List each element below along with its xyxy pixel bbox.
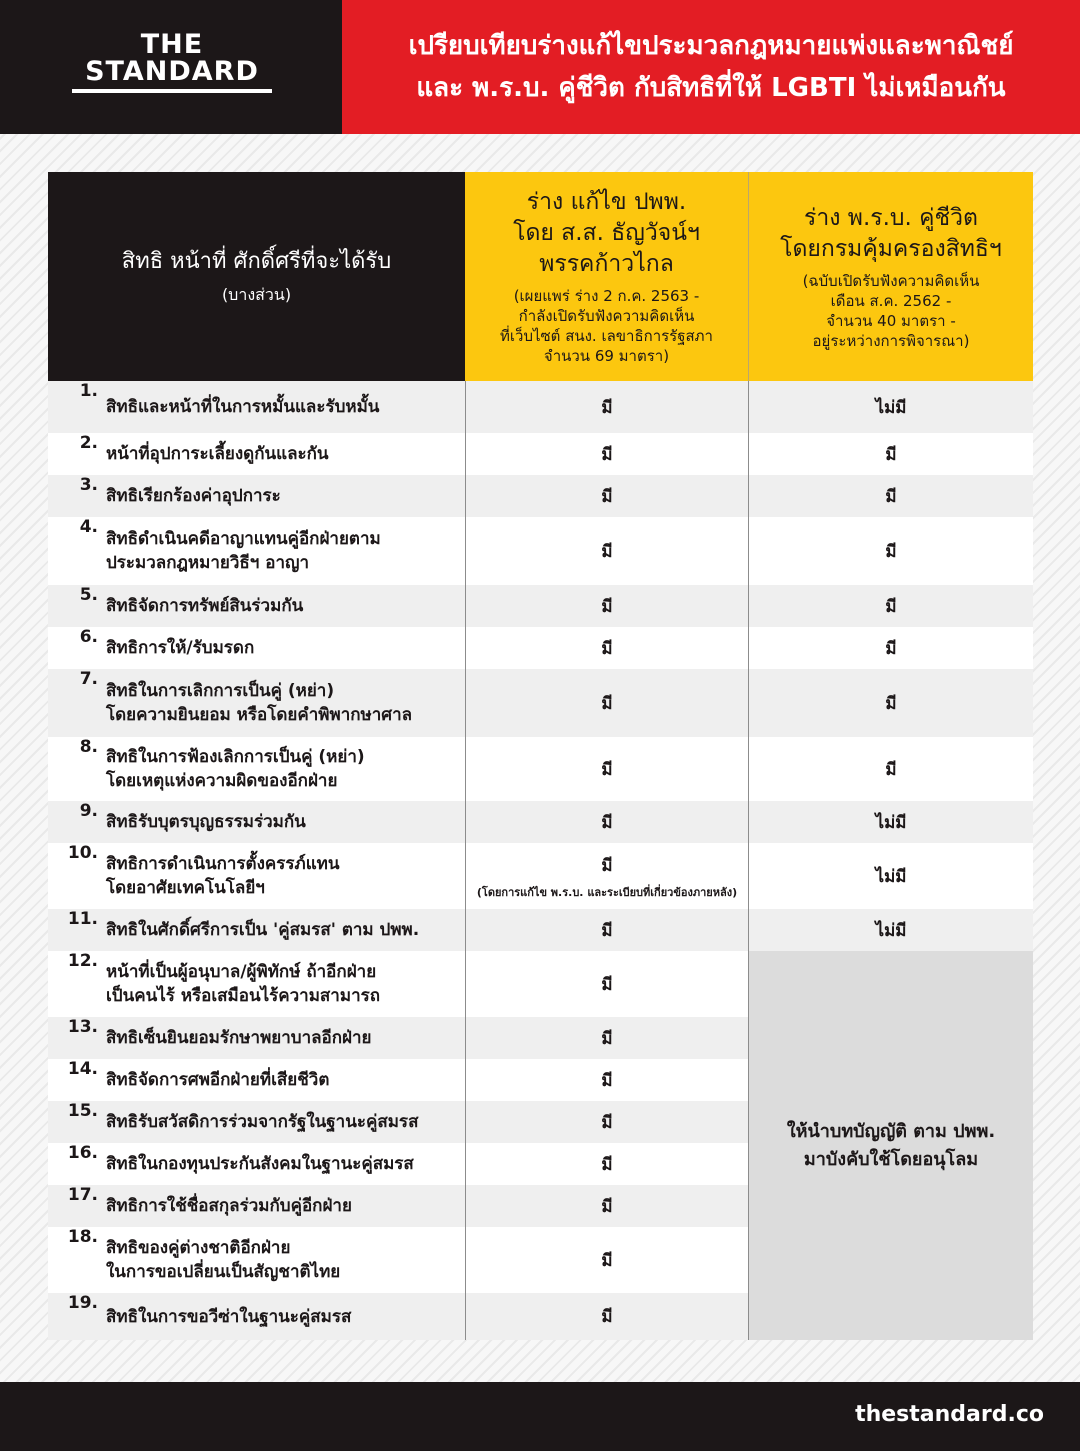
subtitle-line: จำนวน 69 มาตรา) [543, 347, 670, 365]
cell-value: มี [885, 759, 897, 780]
table-cell-civil-code [465, 737, 749, 801]
row-number: 4. [79, 517, 98, 537]
table-cell-civil-code [465, 627, 749, 669]
cell-value: ไม่มี [875, 397, 907, 418]
row-label-text [106, 1068, 329, 1092]
row-label-line: สิทธิการให้/รับมรดก [106, 638, 255, 658]
merged-note-cell [749, 951, 1033, 1340]
row-label-text [106, 918, 419, 942]
headline-line-1: เปรียบเทียบร่างแก้ไขประมวลกฎหมายแพ่งและพาณิชย์ [408, 31, 1014, 61]
row-number: 11. [67, 909, 98, 929]
row-number: 19. [67, 1293, 98, 1313]
row-label-line: สิทธิจัดการทรัพย์สินร่วมกัน [106, 596, 304, 616]
row-label-text [106, 1194, 352, 1218]
table-row-label [48, 475, 465, 517]
column-header-civil-code-draft [465, 172, 749, 381]
table-row-label [48, 1017, 465, 1059]
row-label-line: หน้าที่อุปการะเลี้ยงดูกันและกัน [106, 444, 329, 464]
logo-underline [72, 89, 272, 93]
table-cell-civil-code [465, 843, 749, 909]
row-label-text [106, 679, 412, 727]
cell-value: มี [601, 397, 613, 418]
table-cell-civil-partnership [749, 669, 1033, 737]
table-cell-civil-code [465, 517, 749, 585]
table-cell-civil-code [465, 951, 749, 1017]
row-number: 12. [67, 951, 98, 971]
row-label-line: โดยเหตุแห่งความผิดของอีกฝ่าย [106, 771, 338, 791]
table-cell-civil-partnership [749, 627, 1033, 669]
cell-value: มี [601, 759, 613, 780]
headline [342, 0, 1080, 134]
logo-line-2: STANDARD [85, 56, 259, 87]
column-header-subtitle [803, 271, 980, 351]
headline-line-2: และ พ.ร.บ. คู่ชีวิต กับสิทธิที่ให้ LGBTI ไม่เหมือนกัน [416, 73, 1006, 103]
row-number: 13. [67, 1017, 98, 1037]
row-label-line: สิทธิการใช้ชื่อสกุลร่วมกับคู่อีกฝ่าย [106, 1196, 352, 1216]
subtitle-line: (เผยแพร่ ร่าง 2 ก.ค. 2563 - [513, 287, 700, 305]
cell-value: มี [885, 541, 897, 562]
row-number: 3. [79, 475, 98, 495]
column-header-civil-partnership-draft [749, 172, 1033, 381]
logo-box [0, 0, 342, 134]
row-label-text [106, 1236, 340, 1284]
row-label-line: สิทธิในการเลิกการเป็นคู่ (หย่า) [106, 681, 335, 701]
subtitle-line: เดือน ส.ค. 2562 - [830, 291, 952, 310]
row-number: 6. [79, 627, 98, 647]
row-label-text [106, 594, 303, 618]
table-cell-civil-partnership [749, 475, 1033, 517]
subtitle-line: อยู่ระหว่างการพิจารณา) [812, 331, 970, 350]
row-number: 10. [67, 843, 98, 863]
cell-value: มี [601, 541, 613, 562]
title-line: โดยกรมคุ้มครองสิทธิฯ [780, 235, 1002, 262]
table-row-label [48, 951, 465, 1017]
cell-value: มี [601, 855, 613, 876]
row-number: 15. [67, 1101, 98, 1121]
title-line: โดย ส.ส. ธัญวัจน์ฯ [513, 220, 700, 246]
subtitle-line: (ฉบับเปิดรับฟังความคิดเห็น [802, 271, 980, 290]
column-header-subtitle [500, 286, 713, 366]
table-row-label [48, 433, 465, 475]
subtitle-line: ที่เว็บไซต์ สนง. เลขาธิการรัฐสภา [500, 327, 713, 345]
comparison-table [48, 172, 1033, 1340]
row-label-line: สิทธิรับสวัสดิการร่วมจากรัฐในฐานะคู่สมรส [106, 1112, 419, 1132]
row-label-text [106, 1110, 418, 1134]
row-number: 7. [79, 669, 98, 689]
cell-value: มี [885, 638, 897, 659]
table-row-label [48, 737, 465, 801]
cell-value: ไม่มี [875, 812, 907, 833]
table-row-label [48, 1059, 465, 1101]
row-label-line: สิทธิของคู่ต่างชาติอีกฝ่าย [106, 1238, 291, 1258]
row-number: 16. [67, 1143, 98, 1163]
cell-value: มี [601, 1112, 613, 1133]
cell-value: มี [601, 1250, 613, 1271]
table-cell-civil-code [465, 1185, 749, 1227]
table-row-label [48, 381, 465, 433]
table-cell-civil-partnership [749, 801, 1033, 843]
row-number: 18. [67, 1227, 98, 1247]
table-header [48, 172, 1033, 381]
table-row-label [48, 1293, 465, 1340]
row-label-line: สิทธิเรียกร้องค่าอุปการะ [106, 486, 281, 506]
table-body [48, 381, 1033, 1340]
table-cell-civil-code [465, 1017, 749, 1059]
row-label-text [106, 1152, 414, 1176]
row-label-text [106, 810, 306, 834]
row-number: 1. [79, 381, 98, 401]
table-row-label [48, 669, 465, 737]
row-number: 14. [67, 1059, 98, 1079]
cell-note: (โดยการแก้ไข พ.ร.บ. และระเบียบที่เกี่ยวข้องภายหลัง) [476, 885, 738, 899]
table-row-label [48, 627, 465, 669]
column-header-title [780, 203, 1002, 265]
table-cell-civil-partnership [749, 843, 1033, 909]
cell-value: มี [885, 693, 897, 714]
row-label-line: สิทธิเซ็นยินยอมรักษาพยาบาลอีกฝ่าย [106, 1028, 372, 1048]
row-label-text [106, 960, 380, 1008]
row-label-text [106, 442, 329, 466]
subtitle-line: กำลังเปิดรับฟังความคิดเห็น [518, 307, 695, 325]
table-cell-civil-code [465, 475, 749, 517]
row-label-text [106, 852, 340, 900]
cell-value: มี [601, 1307, 613, 1327]
row-label-line: สิทธิในการขอวีซ่าในฐานะคู่สมรส [106, 1306, 352, 1327]
table-cell-civil-code [465, 1059, 749, 1101]
cell-value: มี [601, 1154, 613, 1175]
row-label-line: โดยความยินยอม หรือโดยคำพิพากษาศาล [106, 705, 413, 725]
row-number: 5. [79, 585, 98, 605]
subtitle-line: จำนวน 40 มาตรา - [826, 311, 956, 330]
row-label-text [106, 636, 254, 660]
row-label-line: สิทธิการดำเนินการตั้งครรภ์แทน [106, 854, 340, 874]
row-label-text [106, 745, 365, 793]
column-header-rights [48, 172, 465, 381]
column-header-title [513, 187, 700, 280]
table-cell-civil-code [465, 1101, 749, 1143]
row-number: 9. [79, 801, 98, 821]
row-label-line: ประมวลกฎหมายวิธีฯ อาญา [106, 553, 310, 573]
header [0, 0, 1080, 134]
table-cell-civil-partnership [749, 909, 1033, 951]
cell-value: มี [601, 596, 613, 617]
column-header-title: สิทธิ หน้าที่ ศักดิ์ศรีที่จะได้รับ [121, 248, 392, 274]
table-cell-civil-code [465, 801, 749, 843]
table-row-label [48, 517, 465, 585]
row-label-line: สิทธิจัดการศพอีกฝ่ายที่เสียชีวิต [106, 1070, 330, 1090]
table-cell-civil-partnership [749, 585, 1033, 627]
table-cell-civil-code [465, 669, 749, 737]
cell-value: มี [601, 812, 613, 833]
table-row-label [48, 1101, 465, 1143]
cell-value: มี [601, 486, 613, 507]
row-label-line: ในการขอเปลี่ยนเป็นสัญชาติไทย [106, 1262, 341, 1282]
logo-line-1: THE [140, 29, 204, 60]
title-line: ร่าง แก้ไข ปพพ. [526, 189, 687, 215]
table-row-label [48, 843, 465, 909]
table-row-label [48, 1227, 465, 1293]
table-cell-civil-code [465, 1143, 749, 1185]
row-label-text [106, 527, 381, 575]
row-label-line: สิทธิดำเนินคดีอาญาแทนคู่อีกฝ่ายตาม [106, 529, 381, 549]
cell-value: มี [601, 1028, 613, 1049]
table-cell-civil-code [465, 909, 749, 951]
cell-value: มี [601, 1196, 613, 1217]
table-cell-civil-code [465, 433, 749, 475]
cell-value: มี [601, 974, 613, 995]
cell-value: มี [885, 486, 897, 507]
table-row-label [48, 585, 465, 627]
row-number: 17. [67, 1185, 98, 1205]
cell-value: มี [885, 596, 897, 617]
cell-value: ไม่มี [875, 920, 907, 941]
cell-value: มี [601, 1070, 613, 1091]
row-label-line: สิทธิและหน้าที่ในการหมั้นและรับหมั้น [106, 397, 380, 417]
title-line: พรรคก้าวไกล [539, 251, 674, 277]
table-row-label [48, 801, 465, 843]
cell-value: มี [601, 444, 613, 465]
table-cell-civil-partnership [749, 517, 1033, 585]
merged-note-line: มาบังคับใช้โดยอนุโลม [803, 1148, 979, 1170]
site-url: thestandard.co [855, 1402, 1044, 1427]
row-label-line: สิทธิรับบุตรบุญธรรมร่วมกัน [106, 812, 306, 832]
table-cell-civil-partnership [749, 433, 1033, 475]
row-label-line: สิทธิในศักดิ์ศรีการเป็น 'คู่สมรส' ตาม ปพพ. [106, 920, 420, 940]
row-label-line: สิทธิในกองทุนประกันสังคมในฐานะคู่สมรส [106, 1154, 414, 1174]
table-cell-civil-partnership [749, 381, 1033, 433]
column-header-subtitle: (บางส่วน) [221, 284, 292, 304]
title-line: ร่าง พ.ร.บ. คู่ชีวิต [803, 204, 978, 231]
row-label-text [106, 1026, 372, 1050]
table-cell-civil-code [465, 381, 749, 433]
row-label-text [106, 395, 379, 419]
cell-value: มี [601, 693, 613, 714]
table-row-label [48, 1185, 465, 1227]
row-number: 8. [79, 737, 98, 757]
table-row-label [48, 909, 465, 951]
cell-value: ไม่มี [875, 866, 907, 887]
row-label-line: สิทธิในการฟ้องเลิกการเป็นคู่ (หย่า) [106, 747, 365, 767]
table-cell-civil-code [465, 585, 749, 627]
row-label-line: เป็นคนไร้ หรือเสมือนไร้ความสามารถ [106, 986, 381, 1006]
cell-value: มี [601, 920, 613, 941]
cell-value: มี [885, 444, 897, 465]
row-number: 2. [79, 433, 98, 453]
row-label-line: หน้าที่เป็นผู้อนุบาล/ผู้พิทักษ์ ถ้าอีกฝ่าย [106, 962, 377, 982]
cell-value: มี [601, 638, 613, 659]
table-row-label [48, 1143, 465, 1185]
footer [0, 1382, 1080, 1451]
row-label-text [106, 484, 281, 508]
row-label-line: โดยอาศัยเทคโนโลยีฯ [106, 878, 265, 898]
table-cell-civil-code [465, 1293, 749, 1340]
table-cell-civil-code [465, 1227, 749, 1293]
row-label-text [106, 1305, 351, 1329]
logo [72, 29, 272, 93]
table-cell-civil-partnership [749, 737, 1033, 801]
merged-note-line: ให้นำบทบัญญัติ ตาม ปพพ. [786, 1120, 996, 1142]
